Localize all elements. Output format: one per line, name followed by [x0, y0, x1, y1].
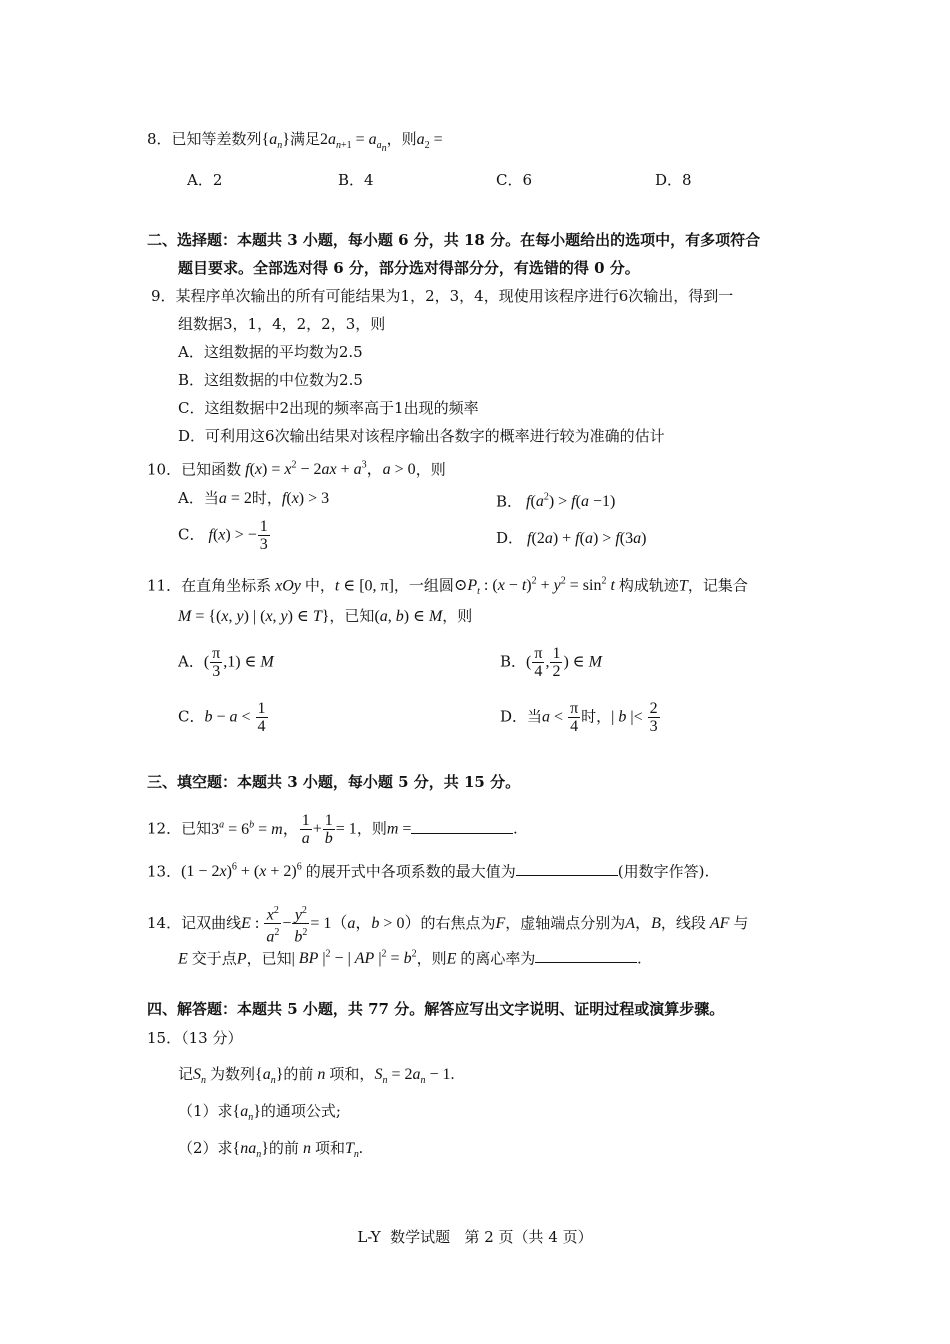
q10-option-a [178, 488, 329, 509]
q15-text: （1）求 [178, 1102, 233, 1120]
q11-text: 中， [304, 576, 335, 595]
q8-text-a: 已知等差数列 [171, 130, 262, 148]
q8-math-seq: $\{a_n\}$ [261, 131, 290, 152]
q14-text: ，线段 [660, 913, 706, 932]
q11-text: ，记集合 [687, 576, 748, 595]
q11-number: 11． [147, 576, 182, 595]
q14-text: ，则 [416, 949, 447, 968]
q9-number: 9． [151, 287, 176, 305]
q13-number: 13． [147, 862, 182, 881]
option-label: A． [178, 652, 204, 671]
q15-math: n [302, 1140, 311, 1157]
option-text: 可利用这6次输出结果对该程序输出各数字的概率进行较为准确的估计 [205, 427, 665, 445]
q9-line1 [151, 286, 733, 306]
q12-number: 12． [147, 819, 182, 838]
option-label: D． [500, 707, 528, 726]
option-label: B． [500, 652, 527, 671]
option-math: , [545, 653, 550, 671]
q11-option-d [500, 700, 661, 735]
q15-math: $\{a_n\}$ [232, 1103, 261, 1124]
q14-period: . [637, 950, 642, 968]
option-text: 这组数据的中位数为2.5 [204, 371, 363, 389]
option-text: 6 [522, 171, 533, 189]
q14-text: ，虚轴端点分别为 [505, 913, 626, 932]
q9-option-a [178, 342, 363, 362]
option-text: 4 [364, 171, 374, 189]
q15-number: 15． [147, 1029, 182, 1047]
q15-text: 的前 [268, 1139, 299, 1157]
option-math: ( [526, 653, 532, 671]
q15-score: （13 分） [181, 1029, 243, 1047]
q8-option-d [655, 170, 692, 190]
q9-text: 某程序单次输出的所有可能结果为1，2，3，4，现使用该程序进行6次输出，得到一 [175, 287, 734, 305]
q13-math: $(1 - 2x)^6 + (x + 2)^6$ [181, 862, 302, 881]
q14-text: 交于点 [191, 949, 237, 968]
option-label: D． [178, 427, 206, 445]
q13-stem [147, 858, 709, 882]
q8-math-ask: $a_2$ = [416, 131, 443, 152]
option-text: 当 [527, 707, 543, 726]
q9-option-d [178, 426, 665, 446]
q11-math-set: M = {(x, y) | (x, y) ∈ T} [178, 608, 330, 625]
q14-text: 的右焦点为 [420, 913, 496, 932]
option-label: C． [496, 171, 523, 189]
q11-text: 构成轨迹 [618, 576, 679, 595]
q11-text: ，则 [442, 607, 473, 625]
section3-title: 三、填空题：本题共 3 小题，每小题 5 分，共 15 分。 [147, 773, 521, 791]
option-frac: $\frac{2}{3}$ [649, 700, 658, 735]
q15-math: $S_n$ [193, 1066, 207, 1087]
option-label: A． [178, 343, 204, 361]
q12-math: $3^a = 6^b = m$， [211, 819, 299, 838]
option-math: f(x) > − [208, 526, 257, 544]
q15-math: $T_n$. [344, 1140, 363, 1161]
section4-title: 四、解答题：本题共 5 小题，共 77 分。解答应写出文字说明、证明过程或演算步骤。 [147, 1000, 725, 1018]
option-frac: $\frac{1}{3}$ [259, 518, 268, 553]
q11-math: (a, b) ∈ M [374, 608, 443, 625]
q11-text: 在直角坐标系 [181, 576, 272, 595]
q14-math: − [282, 914, 292, 932]
option-frac: $\frac{\pi}{4}$ [534, 645, 543, 680]
q15-math: $\{na_n\}$ [232, 1140, 269, 1161]
q14-math: E : [241, 914, 264, 932]
q12-math: m = [386, 820, 412, 838]
q8-math-cond: $2a_{n+1} = a_{a_n}$ [319, 131, 387, 155]
q14-math: = 1（a，b > 0） [310, 914, 421, 932]
q15-text: （2）求 [178, 1139, 233, 1157]
section2-title: 二、选择题：本题共 3 小题，每小题 6 分，共 18 分。在每小题给出的选项中，有多项符合 [147, 231, 761, 249]
q14-math: AF [709, 914, 730, 932]
q9-option-b [178, 370, 363, 390]
q10-text-end: ，则 [415, 460, 446, 479]
q8-text-c: ，则 [386, 130, 417, 148]
q15-text: 的前 [283, 1065, 314, 1083]
q12-frac: $\frac{1}{a}$ [301, 812, 310, 847]
q11-stem [147, 572, 748, 603]
q8-option-c [496, 170, 532, 190]
q11-text: ，已知 [329, 607, 375, 625]
q12-frac: $\frac{1}{b}$ [324, 812, 333, 847]
q11-text: ，一组圆 [393, 576, 454, 595]
q14-text: 与 [733, 913, 749, 932]
q12-text: ，则 [356, 819, 387, 838]
q9-option-c [178, 398, 479, 418]
q12-answer-blank[interactable] [411, 819, 513, 834]
q15-text: 的通项公式; [260, 1102, 341, 1120]
q10-option-c [178, 518, 271, 553]
option-text: 8 [682, 171, 692, 189]
option-math: | b |< [611, 708, 647, 726]
option-text: 这组数据中2出现的频率高于1出现的频率 [204, 399, 479, 417]
q11-math: xOy [275, 577, 301, 595]
q12-math: + [312, 820, 322, 838]
q12-period: . [513, 820, 518, 838]
q14-text: ，已知 [246, 949, 292, 968]
option-frac: $\frac{1}{2}$ [552, 645, 561, 680]
option-math: ( [203, 653, 210, 671]
q10-number: 10． [147, 460, 182, 479]
q14-number: 14． [147, 913, 182, 932]
q14-stem [147, 902, 748, 946]
q11-math: T [678, 577, 688, 595]
q15-header [147, 1028, 242, 1048]
q8-option-b [338, 170, 374, 190]
q15-text: 为数列 [210, 1065, 256, 1083]
q8-number: 8． [147, 130, 172, 148]
section2-title-cont: 题目要求。全部选对得 6 分，部分选对得部分分，有选错的得 0 分。 [178, 259, 640, 277]
q14-text: 的离心率为 [460, 949, 536, 968]
option-label: A． [178, 489, 204, 507]
option-math: f(x) > 3 [281, 490, 330, 507]
q8-option-a [187, 170, 222, 190]
q15-part1 [178, 1101, 341, 1128]
q15-math: $\{a_n\}$ [255, 1066, 284, 1087]
option-math: ,1) ∈ M [223, 653, 274, 671]
option-label: B． [338, 171, 365, 189]
q11-line2 [178, 606, 472, 627]
q8-stem [147, 129, 443, 159]
q13-text: 的展开式中各项系数的最大值为 [305, 862, 516, 881]
q13-note: (用数字作答). [617, 862, 710, 881]
q10-option-b [496, 488, 615, 512]
q14-math: A，B [625, 914, 661, 932]
option-text: 当 [203, 489, 219, 507]
option-label: A． [187, 171, 213, 189]
option-label: C． [178, 707, 205, 726]
q14-math: F [495, 914, 506, 932]
q12-text: 已知 [181, 819, 212, 838]
q8-text-b: 满足 [289, 130, 320, 148]
option-frac: $\frac{\pi}{3}$ [212, 645, 221, 680]
q10-text: 已知函数 [181, 460, 242, 479]
q11-math-circle: $⊙P_t$ : $(x - t)^2 + y^2 = \sin^2 t$ [453, 576, 615, 598]
q12-stem [147, 812, 517, 847]
q15-math: $S_n = 2a_n - 1$. [374, 1066, 455, 1087]
option-text: 时， [251, 489, 282, 507]
q14-frac: $\frac{y^2}{b^2}$ [292, 902, 309, 946]
q11-option-b [500, 645, 602, 680]
option-label: D． [655, 171, 683, 189]
q14-line2 [178, 945, 641, 969]
option-math: a = 2 [218, 490, 252, 507]
option-math: ) ∈ M [563, 653, 602, 671]
q11-math: t ∈ [0, π] [334, 577, 394, 595]
option-math: $f(a^2) > f(a -1)$ [526, 492, 616, 511]
q15-part2 [178, 1138, 363, 1165]
option-math: a < [542, 708, 568, 726]
option-text: 这组数据的平均数为2.5 [203, 343, 363, 361]
q10-math-func: $f(x) = x^2 - 2ax + a^3$，a > 0 [245, 460, 416, 479]
option-frac: $\frac{\pi}{4}$ [570, 700, 579, 735]
q15-stem [178, 1064, 455, 1091]
option-text: 2 [212, 171, 223, 189]
q14-math: | BP $|^2$ − | AP $|^2 = b^2$ [291, 949, 417, 968]
q14-math: P [236, 950, 247, 968]
q13-answer-blank[interactable] [516, 861, 618, 876]
option-math: f(2a) + f(a) > f(3a) [527, 530, 647, 547]
q11-option-c [178, 700, 269, 735]
q15-math: n [317, 1066, 326, 1083]
q11-option-a [178, 645, 274, 680]
q15-text: 项和 [314, 1139, 345, 1157]
option-text: 时， [581, 707, 612, 726]
q15-text: 记 [178, 1065, 194, 1083]
option-label: C． [178, 525, 205, 544]
q14-answer-blank[interactable] [535, 948, 637, 963]
option-label: B． [496, 492, 523, 511]
q14-frac: $\frac{x^2}{a^2}$ [264, 902, 281, 946]
option-label: C． [178, 399, 205, 417]
option-frac: $\frac{1}{4}$ [257, 700, 266, 735]
option-label: B． [178, 371, 205, 389]
q10-option-d [496, 528, 646, 549]
page-footer: L-Y 数学试题 第 2 页（共 4 页） [357, 1228, 593, 1246]
option-label: D． [496, 529, 524, 547]
q14-math: E [178, 950, 188, 968]
q14-text: 记双曲线 [181, 913, 242, 932]
q15-text: 项和， [329, 1065, 375, 1083]
q9-line2: 组数据3，1，4，2，2，3，则 [178, 315, 386, 333]
q14-math: E [446, 950, 457, 968]
q10-stem [147, 456, 446, 480]
q12-math: = 1 [335, 820, 357, 838]
option-math: b − a < [204, 708, 255, 726]
